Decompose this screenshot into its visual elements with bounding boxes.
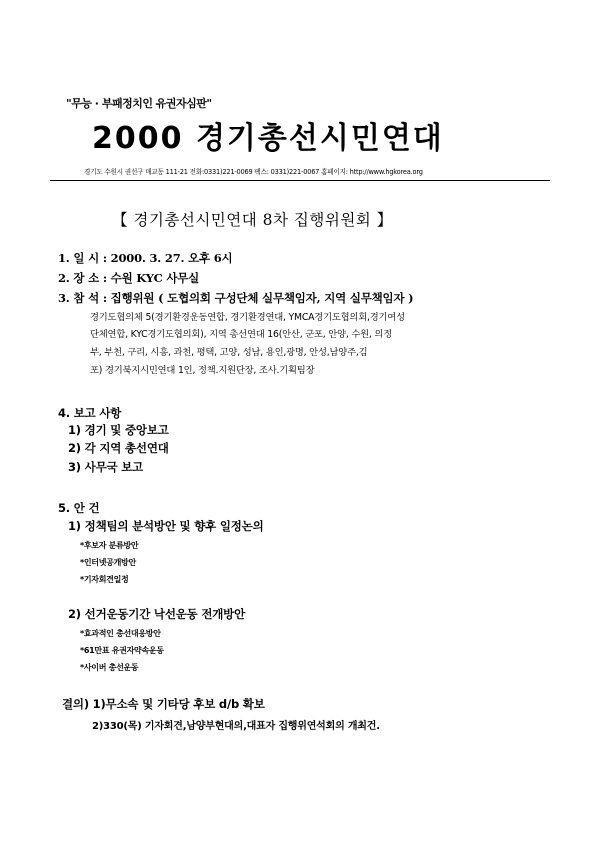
agenda-subitem: *후보자 분류방안 — [80, 541, 139, 550]
agenda-subitem: *61만표 유권자약속운동 — [80, 646, 164, 655]
agenda-item: 2) 선거운동기간 낙선운동 전개방안 — [68, 607, 245, 621]
report-item: 1) 경기 및 중앙보고 — [68, 423, 169, 437]
meeting-title: 【 경기총선시민연대 8차 집행위원회 】 — [112, 211, 393, 229]
agenda-subitem: *사이버 총선운동 — [80, 663, 139, 672]
conclusion-line: 2)330(목) 기자회견,남양부현대의,대표자 집행위연석회의 개최건. — [92, 721, 380, 732]
agenda-subitem: *인터넷공개방안 — [80, 558, 136, 567]
conclusion-line: 결의) 1)무소속 및 기타당 후보 d/b 확보 — [62, 697, 265, 711]
attendees-line: 포) 경기북지시민연대 1인, 정책.지원단장, 조사.기획팀장 — [90, 365, 315, 376]
agenda-subitem: *기자회견일정 — [80, 575, 129, 584]
meeting-place: 2. 장 소 : 수원 KYC 사무실 — [58, 271, 200, 285]
contact-info: 경기도 수원시 권선구 매교동 111-21 전화:0331)221-0069 팩스: 0331)221-0067 홈페이지: http://www.hgkorea.org — [84, 168, 423, 176]
report-item: 2) 각 지역 총선연대 — [68, 441, 169, 455]
attendees-heading: 3. 참 석 : 집행위원 ( 도협의회 구성단체 실무책임자, 지역 실무책임자 ) — [58, 291, 414, 305]
slogan: "무능 · 부패정치인 유권자심판" — [66, 97, 212, 110]
attendees-line: 단체연합, KYC경기도협의회), 지역 총선연대 16(안산, 군포, 안양, 수원, 의정 — [90, 329, 392, 340]
agenda-heading: 5. 안 건 — [58, 501, 100, 515]
header-divider — [50, 180, 550, 181]
reports-heading: 4. 보고 사항 — [58, 406, 122, 420]
agenda-item: 1) 정책팀의 분석방안 및 향후 일정논의 — [68, 519, 264, 533]
attendees-line: 부, 부천, 구리, 시흥, 과천, 평택, 고양, 성남, 용인,광명, 안성,남양주,김 — [90, 347, 368, 358]
org-title: 2000 경기총선시민연대 — [92, 121, 444, 156]
report-item: 3) 사무국 보고 — [68, 460, 144, 474]
agenda-subitem: *효과적인 총선대응방안 — [80, 629, 161, 638]
attendees-line: 경기도협의체 5(경기환경운동연합, 경기환경연대, YMCA경기도협의회,경기여성 — [90, 312, 405, 323]
meeting-date: 1. 일 시 : 2000. 3. 27. 오후 6시 — [58, 251, 233, 265]
